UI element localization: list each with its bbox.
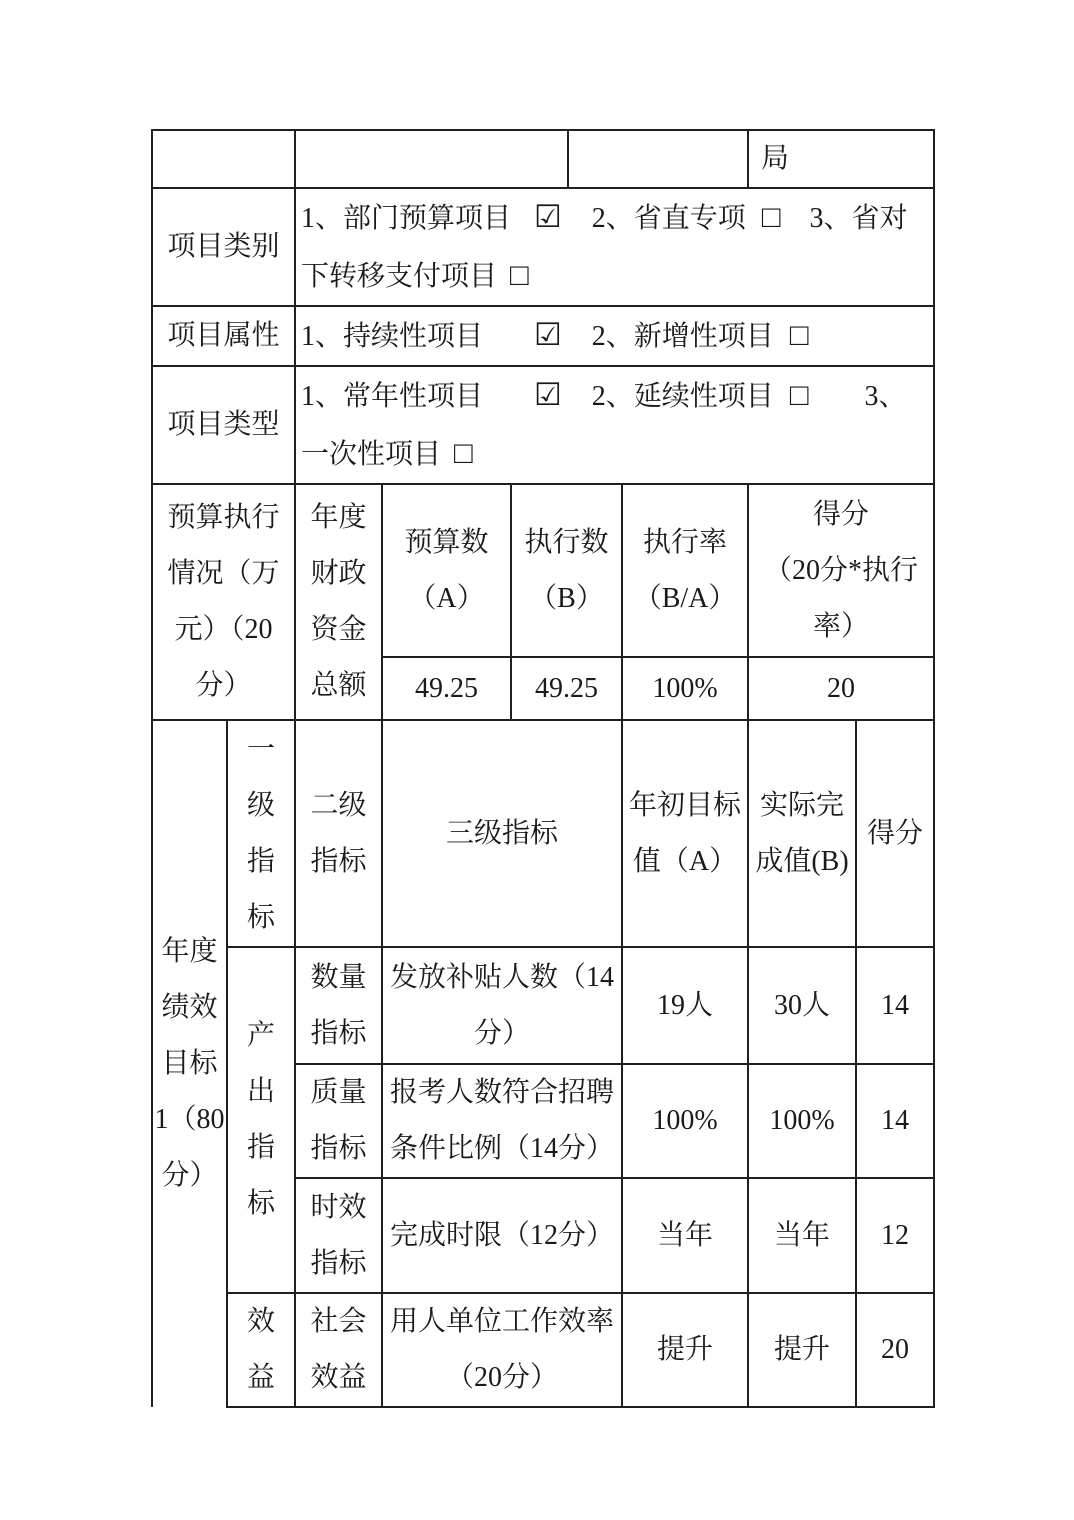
quantity-indicator-line: 分） <box>474 1017 531 1049</box>
project-attribute-label: 项目属性 <box>167 320 280 351</box>
quantity-category-line: 数量 <box>310 961 367 993</box>
level1-indicator-header-cell <box>227 720 295 947</box>
budget-label-line: 元）（20 <box>174 614 273 645</box>
social-benefit-indicator-line: 用人单位工作效率 <box>390 1306 615 1337</box>
budget-amount-header-line: （A） <box>408 582 485 614</box>
category-option-2-label: 2、省直专项 <box>591 203 746 234</box>
budget-score-value-cell: 20 <box>748 657 934 720</box>
quality-indicator-line: 条件比例（14分） <box>390 1133 615 1164</box>
budget-amount-header-cell <box>382 484 511 657</box>
top-partial-row <box>152 130 934 188</box>
performance-goal-line: 分） <box>161 1160 218 1191</box>
quantity-indicator-cell <box>382 947 622 1064</box>
output-group-line: 指 <box>246 1132 275 1163</box>
annual-fund-label-cell <box>295 484 382 720</box>
quality-category-line: 指标 <box>310 1133 367 1164</box>
actual-header-line: 实际完 <box>760 789 845 821</box>
type-option-1-label: 1、常年性项目 <box>301 381 484 412</box>
social-benefit-category-line: 效益 <box>310 1362 367 1393</box>
annual-fund-line: 财政 <box>310 558 367 589</box>
project-category-label-cell <box>152 188 295 306</box>
timeliness-target-cell: 当年 <box>622 1178 748 1293</box>
project-attribute-row <box>152 306 934 366</box>
type-option-3-label: 3、 <box>864 381 907 412</box>
type-option-3-label-cont: 一次性项目 <box>301 439 442 470</box>
budget-score-header-line: 得分 <box>813 498 870 530</box>
budget-amount-value-cell: 49.25 <box>382 657 511 720</box>
quantity-indicator-line: 发放补贴人数（14 <box>390 961 615 993</box>
project-attribute-options-line <box>301 307 933 365</box>
output-group-line: 标 <box>246 1188 275 1219</box>
actual-value-header-cell <box>748 720 856 947</box>
social-benefit-indicator-line: （20分） <box>446 1362 559 1393</box>
target-header-line: 年初目标 <box>629 789 742 821</box>
quality-actual-cell: 100% <box>748 1064 856 1178</box>
quantity-indicator-row <box>152 947 934 1064</box>
checkbox-unchecked-icon: □ <box>510 257 529 292</box>
benefit-group-line: 效 <box>246 1306 275 1337</box>
level3-indicator-header-cell: 三级指标 <box>382 720 622 947</box>
execution-rate-header-line: 执行率 <box>643 526 728 558</box>
project-type-label-cell <box>152 366 295 484</box>
social-benefit-category-cell <box>295 1293 382 1407</box>
score-header-cell: 得分 <box>856 720 934 947</box>
top-empty-cell-2 <box>295 130 568 188</box>
social-benefit-category-line: 社会 <box>310 1306 367 1337</box>
performance-goal-line: 年度 <box>161 936 218 967</box>
type-option-2-label: 2、延续性项目 <box>591 381 774 412</box>
timeliness-indicator-cell: 完成时限（12分） <box>382 1178 622 1293</box>
execution-amount-header-cell <box>511 484 622 657</box>
top-empty-cell-3 <box>568 130 748 188</box>
project-type-label: 项目类型 <box>167 409 280 440</box>
annual-fund-line: 总额 <box>310 670 367 701</box>
social-benefit-target-cell: 提升 <box>622 1293 748 1407</box>
level2-header-line: 二级 <box>310 789 367 821</box>
quality-category-cell <box>295 1064 382 1178</box>
level1-header-line: 标 <box>246 901 275 933</box>
benefit-indicator-row <box>152 1293 934 1407</box>
social-benefit-actual-cell: 提升 <box>748 1293 856 1407</box>
timeliness-category-cell <box>295 1178 382 1293</box>
quantity-category-line: 指标 <box>310 1017 367 1049</box>
project-type-row <box>152 366 934 484</box>
social-benefit-indicator-cell <box>382 1293 622 1407</box>
annual-fund-line: 资金 <box>310 614 367 645</box>
budget-score-header-line: 率） <box>813 610 870 642</box>
budget-amount-header-line: 预算数 <box>404 526 489 558</box>
budget-section-label-cell <box>152 484 295 720</box>
output-group-line: 产 <box>246 1020 275 1051</box>
execution-rate-header-cell <box>622 484 748 657</box>
project-category-options-cell <box>295 188 934 306</box>
social-benefit-score-cell: 20 <box>856 1293 934 1407</box>
actual-header-line: 成值(B) <box>755 845 849 877</box>
evaluation-table <box>151 129 935 1408</box>
performance-goal-line: 1（80 <box>154 1104 225 1135</box>
quality-target-cell: 100% <box>622 1064 748 1178</box>
category-option-1-label: 1、部门预算项目 <box>301 203 512 234</box>
benefit-group-cell <box>227 1293 295 1407</box>
budget-label-line: 预算执行 <box>167 502 280 533</box>
execution-amount-header-line: 执行数 <box>524 526 609 558</box>
quantity-actual-cell: 30人 <box>748 947 856 1064</box>
category-option-3-label-cont: 下转移支付项目 <box>301 261 498 292</box>
timeliness-score-cell: 12 <box>856 1178 934 1293</box>
performance-goal-group-cell <box>152 720 227 1407</box>
project-category-label: 项目类别 <box>167 231 280 262</box>
project-category-options-line1 <box>301 189 933 247</box>
target-value-header-cell <box>622 720 748 947</box>
execution-amount-header-line: （B） <box>529 582 604 614</box>
output-group-line: 出 <box>246 1076 275 1107</box>
target-header-line: 值（A） <box>632 845 738 877</box>
attribute-option-2-label: 2、新增性项目 <box>591 321 774 352</box>
quantity-target-cell: 19人 <box>622 947 748 1064</box>
quality-indicator-line: 报考人数符合招聘 <box>390 1077 615 1108</box>
budget-label-line: 分） <box>195 670 252 701</box>
checkbox-unchecked-icon: □ <box>761 199 781 234</box>
budget-score-header-line: （20分*执行 <box>764 554 919 586</box>
performance-goal-line: 绩效 <box>161 992 218 1023</box>
project-category-row <box>152 188 934 306</box>
project-type-options-line1 <box>301 367 933 425</box>
checkbox-unchecked-icon: □ <box>789 317 809 352</box>
budget-score-header-cell <box>748 484 934 657</box>
quality-category-line: 质量 <box>310 1077 367 1108</box>
project-attribute-options-cell <box>295 306 934 366</box>
quality-score-cell: 14 <box>856 1064 934 1178</box>
project-category-options-line2 <box>301 247 933 305</box>
checkbox-checked-icon: ☑ <box>534 377 562 412</box>
annual-fund-line: 年度 <box>310 502 367 533</box>
project-type-options-line2 <box>301 425 933 483</box>
level2-indicator-header-cell <box>295 720 382 947</box>
category-option-3-label: 3、省对 <box>809 203 908 234</box>
timeliness-actual-cell: 当年 <box>748 1178 856 1293</box>
project-attribute-label-cell <box>152 306 295 366</box>
org-suffix-cell <box>748 130 934 188</box>
timeliness-category-line: 时效 <box>310 1191 367 1223</box>
timeliness-category-line: 指标 <box>310 1247 367 1279</box>
level1-header-line: 级 <box>246 789 275 821</box>
checkbox-checked-icon: ☑ <box>534 317 562 352</box>
execution-rate-value-cell: 100% <box>622 657 748 720</box>
project-type-options-cell <box>295 366 934 484</box>
benefit-group-line: 益 <box>246 1362 275 1393</box>
checkbox-unchecked-icon: □ <box>789 377 809 412</box>
org-suffix-text: 局 <box>761 143 790 174</box>
checkbox-checked-icon: ☑ <box>534 199 562 234</box>
top-empty-cell-1 <box>152 130 295 188</box>
execution-amount-value-cell: 49.25 <box>511 657 622 720</box>
checkbox-unchecked-icon: □ <box>454 435 473 470</box>
level2-header-line: 指标 <box>310 845 367 877</box>
quantity-score-cell: 14 <box>856 947 934 1064</box>
performance-goal-line: 目标 <box>161 1048 218 1079</box>
level1-header-line: 指 <box>246 845 275 877</box>
budget-label-line: 情况（万 <box>167 558 280 589</box>
output-indicator-group-cell <box>227 947 295 1293</box>
budget-header-row <box>152 484 934 657</box>
performance-header-row <box>152 720 934 947</box>
attribute-option-1-label: 1、持续性项目 <box>301 321 484 352</box>
execution-rate-header-line: （B/A） <box>633 582 737 614</box>
quantity-category-cell <box>295 947 382 1064</box>
quality-indicator-cell <box>382 1064 622 1178</box>
level1-header-line: 一 <box>246 733 275 765</box>
